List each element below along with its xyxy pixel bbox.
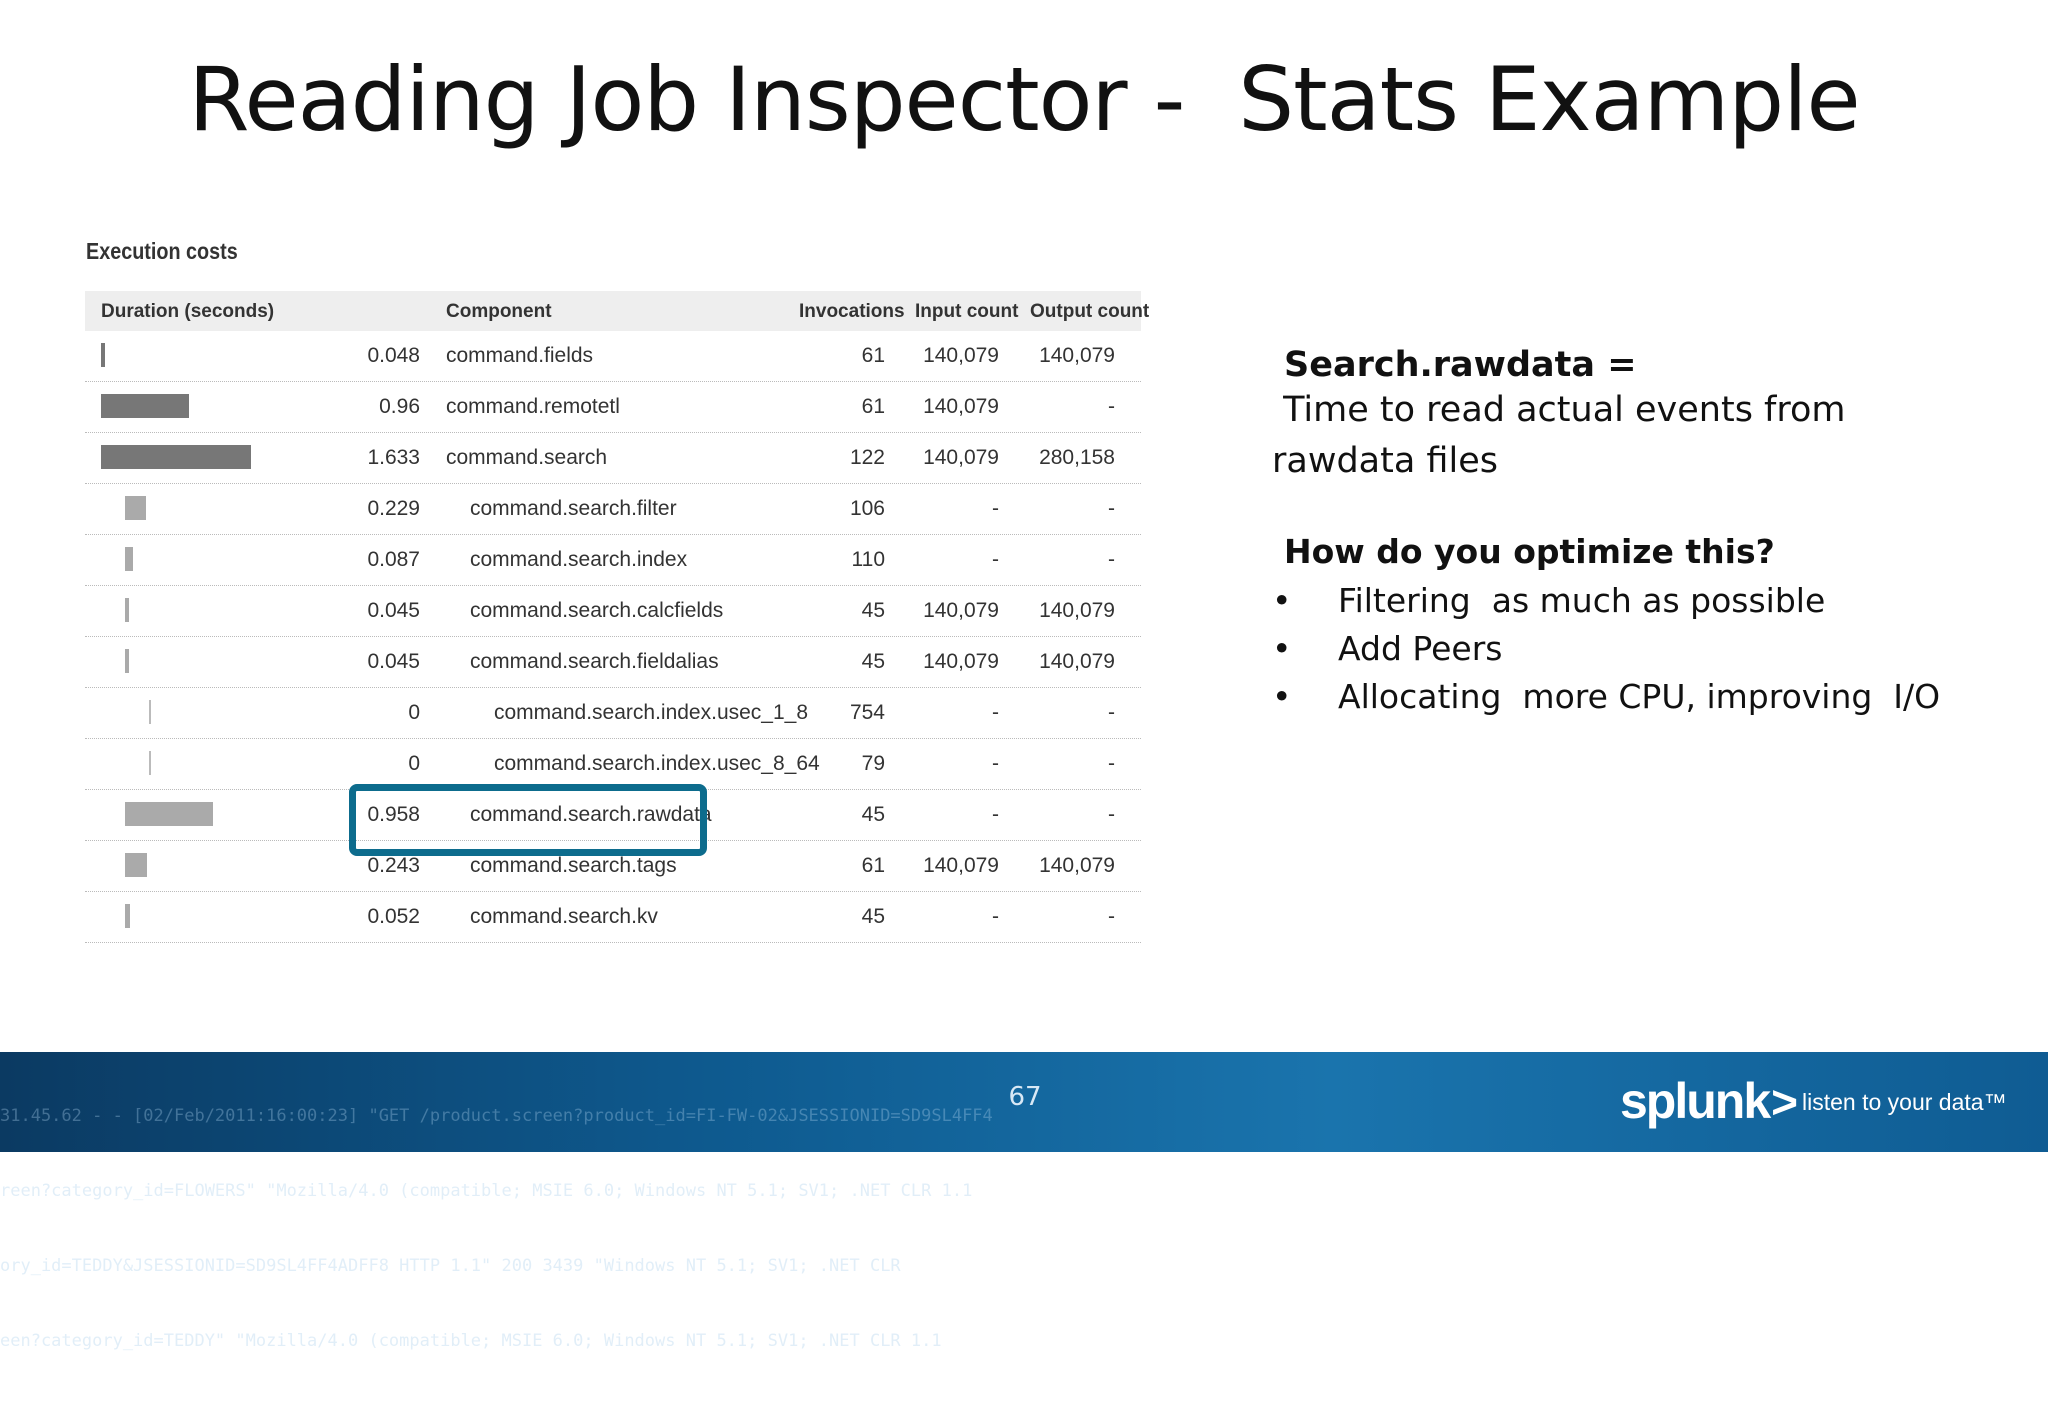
component-cell: command.search.calcfields xyxy=(470,599,724,622)
duration-cell: 0.96 xyxy=(379,395,420,418)
splunk-logo xyxy=(1620,1072,2007,1130)
table-row xyxy=(85,433,1141,484)
component-cell: command.search.filter xyxy=(470,497,677,520)
invocations-cell: 754 xyxy=(849,701,885,724)
notes-panel xyxy=(1272,345,2012,721)
invocations-cell: 61 xyxy=(861,854,885,877)
header-invocations: Invocations xyxy=(799,301,905,322)
table-row xyxy=(85,535,1141,586)
page-number: 67 xyxy=(1008,1082,1042,1112)
duration-cell: 0.045 xyxy=(367,650,420,673)
duration-bar xyxy=(125,496,146,520)
input-count-cell: 140,079 xyxy=(923,650,999,673)
table-row xyxy=(85,739,1141,790)
output-count-cell: - xyxy=(1108,752,1115,775)
duration-bar xyxy=(125,802,213,826)
invocations-cell: 61 xyxy=(861,344,885,367)
header-input-count: Input count xyxy=(915,301,1019,322)
output-count-cell: 140,079 xyxy=(1039,650,1115,673)
duration-bar xyxy=(149,700,151,724)
logo-chevron-icon: > xyxy=(1771,1076,1799,1128)
table-row xyxy=(85,688,1141,739)
table-row xyxy=(85,331,1141,382)
output-count-cell: - xyxy=(1108,497,1115,520)
invocations-cell: 45 xyxy=(861,650,885,673)
input-count-cell: 140,079 xyxy=(923,599,999,622)
invocations-cell: 45 xyxy=(861,905,885,928)
component-cell: command.search.index.usec_8_64 xyxy=(494,752,820,775)
input-count-cell: 140,079 xyxy=(923,395,999,418)
table-header xyxy=(85,291,1150,331)
duration-bar xyxy=(125,598,129,622)
input-count-cell: - xyxy=(992,548,999,571)
duration-bar xyxy=(101,343,105,367)
duration-cell: 0.229 xyxy=(367,497,420,520)
bullet-icon: • xyxy=(1272,677,1292,716)
output-count-cell: 140,079 xyxy=(1039,854,1115,877)
header-component: Component xyxy=(446,301,552,322)
duration-bar xyxy=(149,751,151,775)
input-count-cell: - xyxy=(992,803,999,826)
component-cell: command.search.rawdata xyxy=(470,803,712,826)
table-row xyxy=(85,382,1141,433)
component-cell: command.search xyxy=(446,446,608,469)
table-row xyxy=(85,637,1141,688)
footer-banner xyxy=(0,1052,2048,1351)
input-count-cell: - xyxy=(992,752,999,775)
component-cell: command.search.tags xyxy=(470,854,677,877)
input-count-cell: 140,079 xyxy=(923,344,999,367)
invocations-cell: 61 xyxy=(861,395,885,418)
rawdata-highlight-box xyxy=(349,784,707,856)
output-count-cell: - xyxy=(1108,905,1115,928)
invocations-cell: 45 xyxy=(861,599,885,622)
list-item: • Filtering as much as possible xyxy=(1272,577,2012,625)
input-count-cell: - xyxy=(992,497,999,520)
duration-cell: 0.243 xyxy=(367,854,420,877)
table-row xyxy=(85,484,1141,535)
list-item: • Add Peers xyxy=(1272,625,2012,673)
duration-cell: 0 xyxy=(408,701,420,724)
component-cell: command.search.kv xyxy=(470,905,658,928)
execution-costs-title: Execution costs xyxy=(86,238,238,264)
table-row xyxy=(85,586,1141,637)
invocations-cell: 45 xyxy=(861,803,885,826)
invocations-cell: 106 xyxy=(849,497,885,520)
component-cell: command.search.index.usec_1_8 xyxy=(494,701,809,724)
input-count-cell: - xyxy=(992,701,999,724)
optimization-list xyxy=(1272,577,2012,721)
invocations-cell: 122 xyxy=(849,446,885,469)
duration-cell: 1.633 xyxy=(367,446,420,469)
output-count-cell: - xyxy=(1108,548,1115,571)
component-cell: command.search.fieldalias xyxy=(470,650,719,673)
output-count-cell: - xyxy=(1108,803,1115,826)
bullet-icon: • xyxy=(1272,581,1292,620)
duration-cell: 0.087 xyxy=(367,548,420,571)
log-background-text: 31.45.62 - - [02/Feb/2011:16:00:23] "GET /product.screen?product_id=FI-FW-02&JSESSIONID=SD9SL4FF4 reen?category_id=FLOWERS" "Mozilla/4.0 (compatible; MSIE 6.0; Windows NT 5.1; SV1; .NET CLR 1.1 ory_id=TEDDY&JSESSIONID=SD9SL4FF4ADFF8 HTTP 1.1" 200 3439 "Windows NT 5.1; SV1; .NET CLR een?category_id=TEDDY" "Mozilla/4.0 (compatible; MSIE 6.0; Windows NT 5.1; SV1; .NET CLR 1.1 xyxy=(0,1106,993,1351)
bullet-icon: • xyxy=(1272,629,1292,668)
notes-question: How do you optimize this? xyxy=(1284,532,1775,571)
notes-line-1: Time to read actual events from xyxy=(1272,390,1846,430)
component-cell: command.remotetl xyxy=(446,395,620,418)
duration-bar xyxy=(101,445,251,469)
output-count-cell: - xyxy=(1108,701,1115,724)
output-count-cell: 140,079 xyxy=(1039,344,1115,367)
table-row xyxy=(85,892,1141,943)
component-cell: command.fields xyxy=(446,344,594,367)
invocations-cell: 110 xyxy=(851,548,885,571)
list-item: • Allocating more CPU, improving I/O xyxy=(1272,673,2012,721)
input-count-cell: 140,079 xyxy=(923,446,999,469)
output-count-cell: 280,158 xyxy=(1039,446,1115,469)
logo-tagline: listen to your data™ xyxy=(1802,1089,2007,1115)
duration-bar xyxy=(125,547,133,571)
input-count-cell: - xyxy=(992,905,999,928)
duration-bar xyxy=(125,904,130,928)
duration-cell: 0.958 xyxy=(367,803,420,826)
component-cell: command.search.index xyxy=(470,548,688,571)
logo-brand: splunk xyxy=(1620,1073,1770,1129)
duration-cell: 0 xyxy=(408,752,420,775)
duration-cell: 0.045 xyxy=(367,599,420,622)
input-count-cell: 140,079 xyxy=(923,854,999,877)
duration-cell: 0.048 xyxy=(367,344,420,367)
slide-title: Reading Job Inspector - Stats Example xyxy=(188,48,1860,151)
duration-cell: 0.052 xyxy=(367,905,420,928)
notes-heading: Search.rawdata = xyxy=(1284,345,1637,385)
duration-bar xyxy=(125,649,129,673)
invocations-cell: 79 xyxy=(861,752,885,775)
output-count-cell: 140,079 xyxy=(1039,599,1115,622)
duration-bar xyxy=(125,853,147,877)
duration-bar xyxy=(101,394,189,418)
notes-line-2: rawdata files xyxy=(1272,441,1498,481)
output-count-cell: - xyxy=(1108,395,1115,418)
header-duration: Duration (seconds) xyxy=(101,301,275,322)
header-output-count: Output count xyxy=(1030,301,1150,322)
